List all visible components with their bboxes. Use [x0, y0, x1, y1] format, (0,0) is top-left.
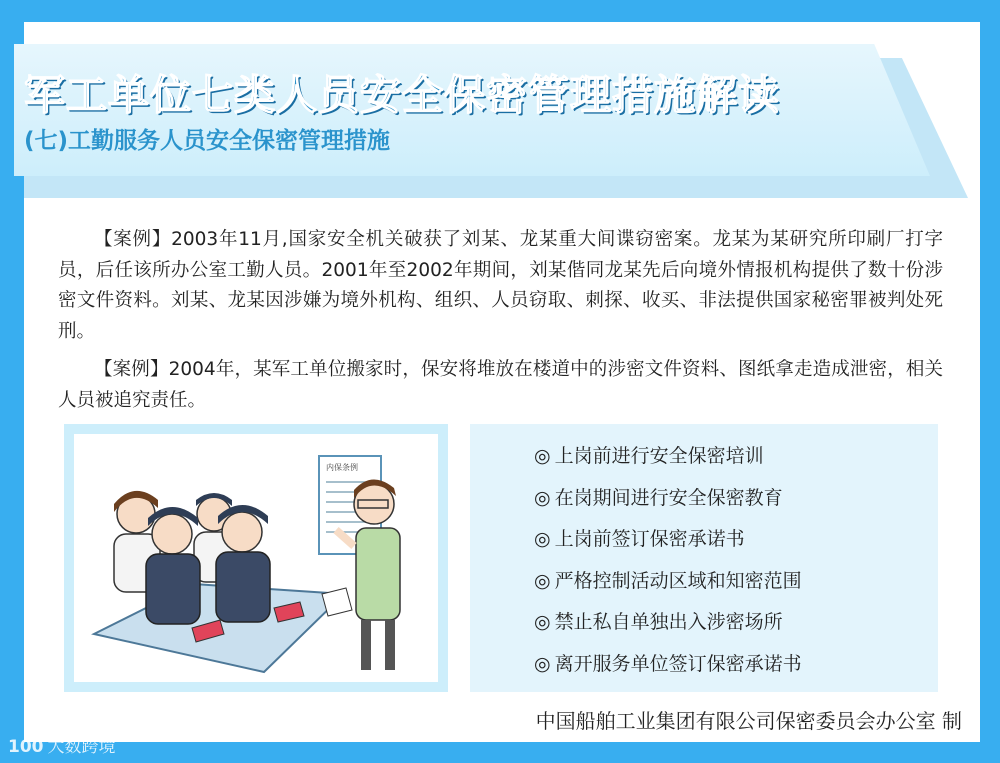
- measure-label: 上岗前签订保密承诺书: [554, 528, 745, 550]
- measure-label: 上岗前进行安全保密培训: [554, 445, 764, 467]
- bullet-icon: ◎: [534, 652, 551, 675]
- measure-item: [534, 602, 802, 644]
- measure-label: 禁止私自单独出入涉密场所: [554, 611, 783, 633]
- measures-list: [534, 436, 802, 685]
- case-paragraph-1: 【案例】2003年11月,国家安全机关破获了刘某、龙某重大间谍窃密案。龙某为某研究所印刷厂打字员，后任该所办公室工勤人员。2001年至2002年期间，刘某偕同龙某先后向境外情报机构提供了数十份涉密文件资料。刘某、龙某因涉嫌为境外机构、组织、人员窃取、刺探、收买、非法提供国家秘密罪被判处死刑。: [58, 229, 943, 342]
- measure-label: 在岗期间进行安全保密教育: [554, 486, 783, 509]
- bullet-icon: ◎: [534, 445, 551, 467]
- measures-panel: [470, 424, 938, 692]
- measure-item: [534, 644, 802, 686]
- watermark-text: 大数跨境: [47, 737, 116, 757]
- issuer-footer: 中国船舶工业集团有限公司保密委员会办公室 制: [535, 709, 962, 733]
- banner-left-band: [0, 44, 14, 176]
- measure-item: [534, 519, 802, 561]
- watermark-logo: 100: [8, 737, 44, 757]
- bullet-icon: ◎: [534, 611, 551, 633]
- measure-item: [534, 436, 802, 478]
- case-section: [58, 225, 943, 424]
- training-illustration: [74, 434, 438, 682]
- bullet-icon: ◎: [534, 569, 551, 592]
- watermark: [8, 732, 116, 757]
- measure-item: [534, 561, 802, 603]
- poster-title: 内保条例: [326, 463, 358, 472]
- measure-label: 严格控制活动区域和知密范围: [554, 569, 802, 592]
- measure-item: [534, 478, 802, 520]
- page-subtitle: (七)工勤服务人员安全保密管理措施: [24, 128, 391, 154]
- bullet-icon: ◎: [534, 486, 551, 509]
- bullet-icon: ◎: [534, 528, 551, 550]
- illustration-panel: [64, 424, 448, 692]
- measure-label: 离开服务单位签订保密承诺书: [554, 652, 802, 675]
- page-title: 军工单位七类人员安全保密管理措施解读: [24, 71, 780, 119]
- case-paragraph-2: 【案例】2004年，某军工单位搬家时，保安将堆放在楼道中的涉密文件资料、图纸拿走造成泄密，相关人员被追究责任。: [58, 359, 943, 411]
